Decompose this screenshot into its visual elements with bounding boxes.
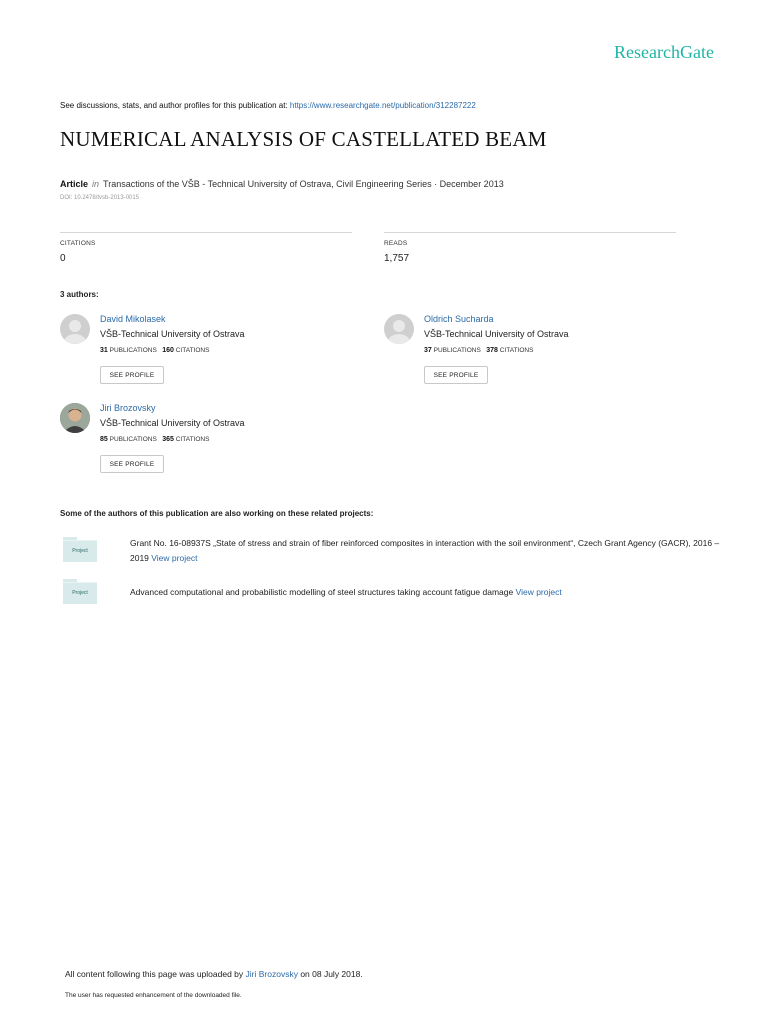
publication-doi: DOI: 10.2478/tvsb-2013-0015 xyxy=(60,195,140,201)
author-name-link[interactable]: Jiri Brozovsky xyxy=(100,403,156,413)
author-affiliation: VŠB-Technical University of Ostrava xyxy=(100,418,245,428)
uploader-link[interactable]: Jiri Brozovsky xyxy=(245,969,298,979)
citations-label: CITATIONS xyxy=(60,240,96,247)
author-citations-label: CITATIONS xyxy=(499,347,534,354)
project-text: Advanced computational and probabilistic modelling of steel structures taking account fatigue damage xyxy=(130,587,516,597)
enhancement-note: The user has requested enhancement of the downloaded file. xyxy=(65,992,242,999)
project-icon-label: Project xyxy=(63,540,97,562)
author-publications-label: PUBLICATIONS xyxy=(109,347,157,354)
authors-heading: 3 authors: xyxy=(60,290,99,299)
author-publications-count: 31 xyxy=(100,347,108,354)
author-stats xyxy=(100,436,209,443)
author-photo-avatar[interactable] xyxy=(60,403,90,433)
citations-divider xyxy=(60,232,352,233)
author-stats xyxy=(424,347,533,354)
upload-prefix: All content following this page was uploaded by xyxy=(65,969,246,979)
author-publications-count: 37 xyxy=(424,347,432,354)
author-citations-count: 160 xyxy=(162,347,174,354)
view-project-link[interactable]: View project xyxy=(151,553,198,563)
author-citations-label: CITATIONS xyxy=(175,436,210,443)
reads-divider xyxy=(384,232,676,233)
project-text: Grant No. 16-08937S „State of stress and strain of fiber reinforced composites in interaction with the soil environment“, Czech Grant Agency (GACR), 2016 – 2019 xyxy=(130,538,720,563)
author-affiliation: VŠB-Technical University of Ostrava xyxy=(100,329,245,339)
project-folder-icon[interactable] xyxy=(63,537,97,561)
project-icon-label: Project xyxy=(63,582,97,604)
publication-venue: Transactions of the VŠB - Technical University of Ostrava, Civil Engineering Series · December 2013 xyxy=(103,179,504,189)
author-citations-count: 378 xyxy=(486,347,498,354)
discussion-notice xyxy=(60,101,476,110)
project-folder-icon[interactable] xyxy=(63,579,97,603)
author-stats xyxy=(100,347,209,354)
author-citations-label: CITATIONS xyxy=(175,347,210,354)
citations-value: 0 xyxy=(60,253,66,264)
author-name-link[interactable]: Oldrich Sucharda xyxy=(424,314,494,324)
avatar-placeholder-icon[interactable] xyxy=(384,314,414,344)
author-affiliation: VŠB-Technical University of Ostrava xyxy=(424,329,569,339)
publication-in: in xyxy=(92,179,100,189)
reads-value: 1,757 xyxy=(384,253,410,264)
publication-url-link[interactable]: https://www.researchgate.net/publication/312287222 xyxy=(289,101,476,110)
upload-suffix: on 08 July 2018. xyxy=(297,969,363,979)
project-description xyxy=(130,536,720,566)
view-project-link[interactable]: View project xyxy=(515,587,562,597)
avatar-placeholder-icon[interactable] xyxy=(60,314,90,344)
see-profile-button[interactable]: SEE PROFILE xyxy=(100,455,164,473)
researchgate-logo[interactable]: ResearchGate xyxy=(614,42,714,62)
author-name-link[interactable]: David Mikolasek xyxy=(100,314,166,324)
related-projects-heading: Some of the authors of this publication are also working on these related projects: xyxy=(60,509,374,518)
publication-meta xyxy=(60,179,504,189)
author-publications-count: 85 xyxy=(100,436,108,443)
author-citations-count: 365 xyxy=(162,436,174,443)
publication-title: NUMERICAL ANALYSIS OF CASTELLATED BEAM xyxy=(60,127,547,151)
author-publications-label: PUBLICATIONS xyxy=(109,436,157,443)
reads-label: READS xyxy=(384,240,408,247)
publication-type: Article xyxy=(60,179,89,189)
upload-notice xyxy=(65,969,363,979)
discussion-text: See discussions, stats, and author profiles for this publication at: xyxy=(60,101,290,110)
see-profile-button[interactable]: SEE PROFILE xyxy=(100,366,164,384)
author-publications-label: PUBLICATIONS xyxy=(433,347,481,354)
project-description xyxy=(130,585,720,600)
see-profile-button[interactable]: SEE PROFILE xyxy=(424,366,488,384)
